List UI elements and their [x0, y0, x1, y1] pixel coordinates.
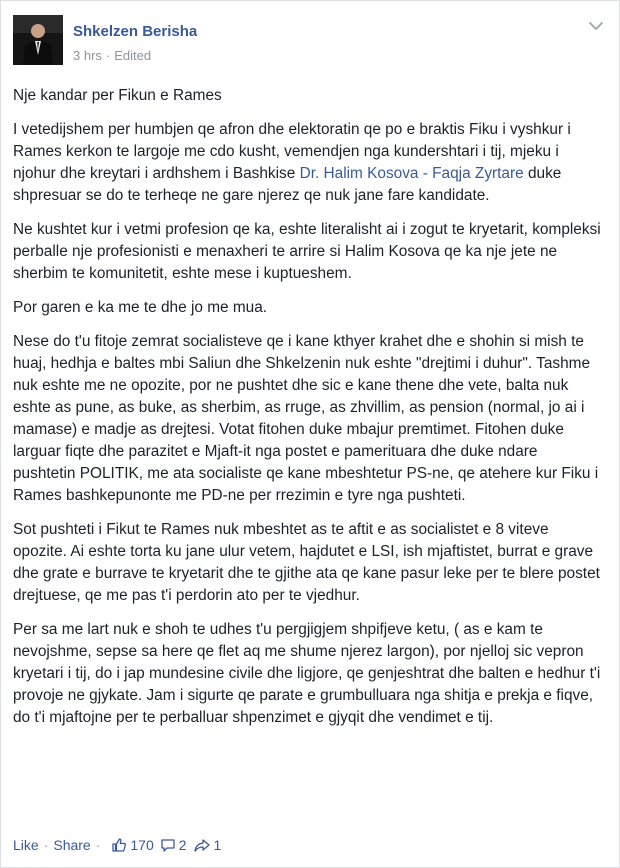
post-paragraph: Per sa me lart nuk e shoh te udhes t'u pergjigjem shpifjeve ketu, ( as e kam te nevojshme, sepse sa here qe flet aq me shume njerez largon), por njelloj sic vepron kryetari i tij, do i jap mundesine civile dhe ligjore, qe genjeshtrat dhe balten e hedhur t'i provoje ne gjykate. Jam i sigurte qe parate e grumbulluara nga shitja e prekja e fiqve, do t'i mjaftojne per te perballuar shpenzimet e gjyqit dhe vendimet e tij.	[13, 621, 601, 726]
meta-separator: ·	[105, 48, 111, 63]
comments-count-value: 2	[178, 837, 187, 853]
shares-count[interactable]	[193, 837, 222, 853]
likes-count-value: 170	[130, 837, 154, 853]
like-button[interactable]: Like	[13, 837, 39, 853]
post-footer	[13, 837, 221, 853]
shares-count-value: 1	[213, 837, 222, 853]
post-paragraph	[13, 119, 603, 207]
paragraph-text: duke shpresuar se do te terheqe ne gare njerez qe nuk jane fare kandidate.	[13, 165, 562, 204]
footer-separator: ·	[95, 837, 101, 853]
edited-label[interactable]: Edited	[114, 48, 152, 63]
chevron-down-icon[interactable]	[587, 17, 605, 35]
post-timestamp[interactable]: 3 hrs	[73, 48, 102, 63]
paragraph-text: I vetedijshem per humbjen qe afron dhe elektoratin qe po e braktis Fiku i vyshkur i Rames kerkon te largoje me cdo kusht, vemendjen nga kundershtari i tij, mjeku i njohur dhe kreytari i ardhshem i Bashkise	[13, 121, 571, 182]
thumbs-up-icon	[111, 837, 127, 853]
post-paragraph: Ne kushtet kur i vetmi profesion qe ka, eshte literalisht ai i zogut te kryetarit, kompleksi perballe nje profesionisti e menaxheri te arrire si Halim Kosova qe ka nje jete ne sherbim te komunitetit, eshte mese i kuptueshem.	[13, 221, 601, 282]
avatar-image	[13, 15, 63, 65]
post-meta	[73, 48, 151, 63]
post-paragraph: Sot pushteti i Fikut te Rames nuk mbeshtet as te aftit e as socialistet e 8 viteve opozite. Ai eshte torta ku jane ulur vetem, hajdutet e LSI, ish mjaftistet, burrat e grave dhe grate e burrave te kryetarit dhe te gjithe ata qe kane pasur leke per te blere postet drejtuese, qe me pas t'i perdorin ato per te vjedhur.	[13, 521, 600, 604]
comments-count[interactable]	[160, 837, 187, 853]
comment-icon	[160, 837, 176, 853]
footer-separator: ·	[43, 837, 49, 853]
author-name[interactable]: Shkelzen Berisha	[73, 23, 198, 40]
post-body	[13, 85, 603, 741]
likes-count[interactable]	[111, 837, 153, 853]
post-paragraph: Por garen e ka me te dhe jo me mua.	[13, 299, 268, 316]
avatar[interactable]	[13, 15, 63, 65]
share-button[interactable]: Share	[53, 837, 91, 853]
share-arrow-icon	[193, 837, 211, 853]
post-paragraph: Nese do t'u fitoje zemrat socialisteve qe i kane kthyer krahet dhe e shohin si mish te huaj, hedhja e baltes mbi Saliun dhe Shkelzenin nuk eshte "drejtimi i duhur". Tashme nuk eshte me ne opozite, por ne pushtet dhe sic e kane thene dhe vete, balta nuk eshte as pune, as buke, as sherbim, as rruge, as zhvillim, as pension (normal, jo ai i mamase) e madje as drejtesi. Votat fitohen duke mbajur premtimet. Fitohen duke larguar fiqte dhe parazitet e Mjaft-it nga postet e pamerituara dhe duke ndare pushtetin POLITIK, me ata socialiste qe kane mbeshtetur PS-ne, qe atehere kur Fiku i Rames bashkepunonte me PD-ne per rrezimin e tyre nga pushteti.	[13, 333, 599, 504]
page-mention-link[interactable]: Dr. Halim Kosova - Faqja Zyrtare	[299, 165, 524, 182]
post-paragraph: Nje kandar per Fikun e Rames	[13, 87, 222, 104]
